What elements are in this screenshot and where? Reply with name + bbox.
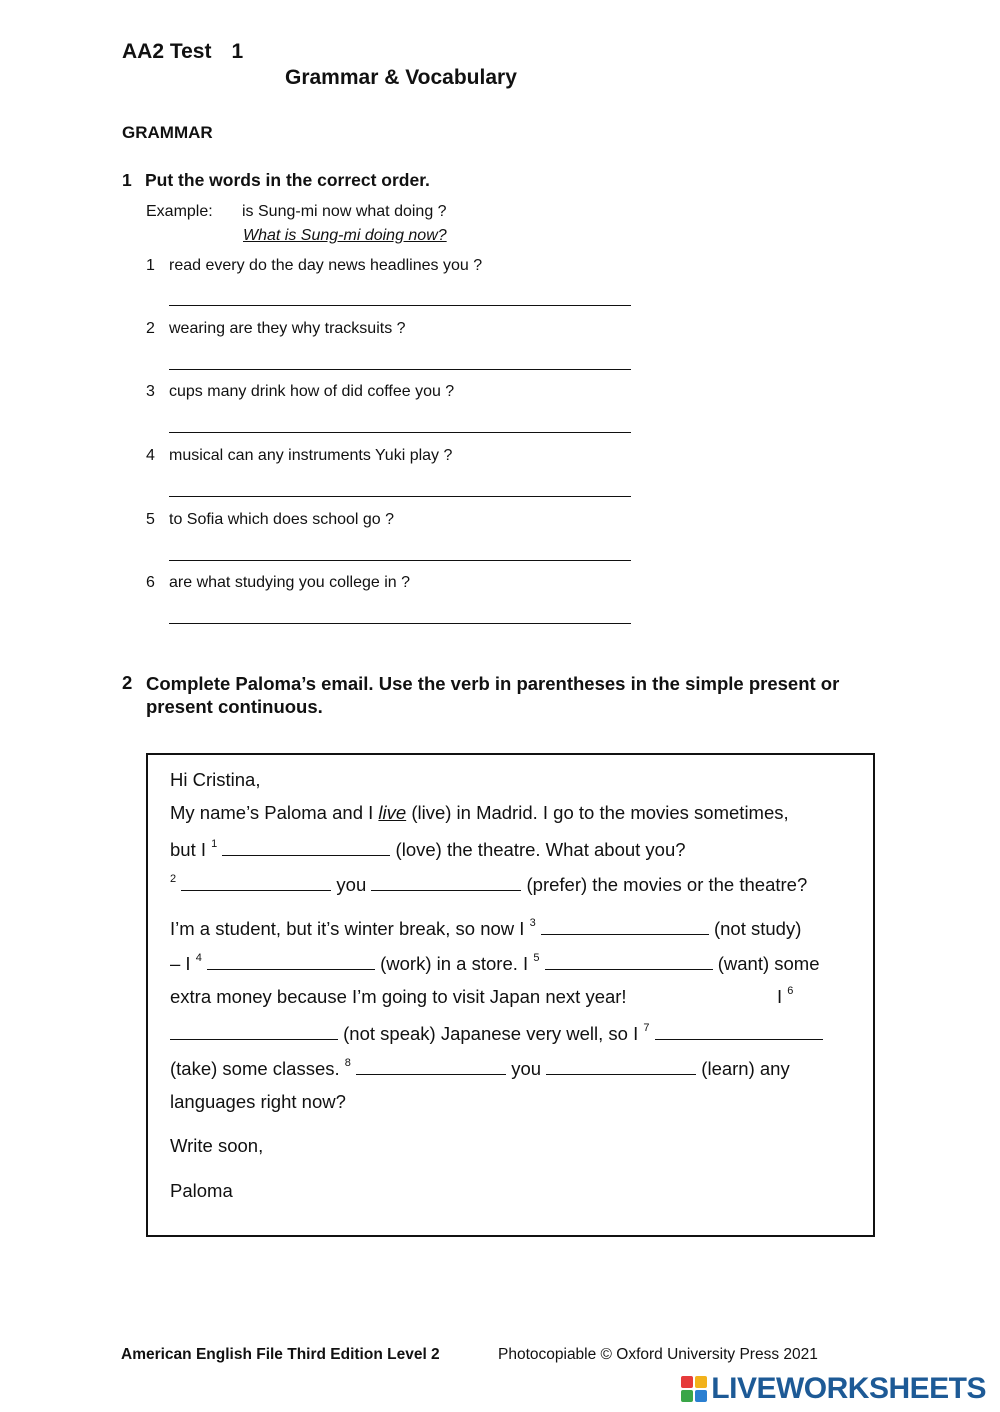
email-line-6: extra money because I’m going to visit Japan next year! (170, 986, 627, 1007)
email-line-1: My name’s Paloma and I live (live) in Madrid. I go to the movies sometimes, (170, 802, 789, 823)
answer-line-1[interactable] (169, 305, 631, 306)
gap-2b[interactable] (371, 872, 521, 891)
email-line-2: but I $^1$ (love) the theatre. What about you? (170, 837, 686, 860)
answer-line-4[interactable] (169, 496, 631, 497)
answer-line-3[interactable] (169, 432, 631, 433)
logo-blocks-icon (681, 1376, 707, 1402)
brand-name: LIVEWORKSHEETS (711, 1372, 986, 1405)
gap-8b[interactable] (546, 1056, 696, 1075)
gap-8a[interactable] (356, 1056, 506, 1075)
gap-1[interactable] (222, 837, 390, 856)
gap-5[interactable] (545, 951, 713, 970)
example-answer-live: live (378, 802, 407, 823)
list-item: 5 to Sofia which does school go ? (146, 511, 395, 528)
example-answer: What is Sung-mi doing now? (243, 227, 447, 244)
exercise-1-heading: 1 Put the words in the correct order. (122, 170, 430, 190)
list-item: 4 musical can any instruments Yuki play ? (146, 447, 453, 464)
gap-4[interactable] (207, 951, 375, 970)
page-subtitle: Grammar & Vocabulary (285, 66, 517, 89)
gap-2a[interactable] (181, 872, 331, 891)
email-line-8: (take) some classes. $^8$ you (learn) any (170, 1056, 790, 1079)
footer-copyright: Photocopiable © Oxford University Press 2021 (498, 1346, 818, 1363)
list-item: 6 are what studying you college in ? (146, 574, 411, 591)
email-greeting: Hi Cristina, (170, 769, 261, 790)
email-closing: Write soon, (170, 1135, 264, 1156)
email-line-6-right: I $^6$ (777, 984, 794, 1007)
answer-line-6[interactable] (169, 623, 631, 624)
footer-book-title: American English File Third Edition Level 2 (121, 1346, 440, 1363)
email-line-3: $^2$ you (prefer) the movies or the theatre? (170, 872, 808, 895)
email-signature: Paloma (170, 1180, 233, 1201)
test-title: AA2 Test 1 (122, 40, 244, 63)
gap-7[interactable] (655, 1021, 823, 1040)
list-item: 1 read every do the day news headlines you ? (146, 257, 483, 274)
gap-3[interactable] (541, 916, 709, 935)
email-line-5: – I $^4$ (work) in a store. I $^5$ (want) some (170, 951, 820, 974)
answer-line-5[interactable] (169, 560, 631, 561)
email-line-9: languages right now? (170, 1091, 346, 1112)
liveworksheets-logo[interactable] (681, 1372, 986, 1406)
answer-line-2[interactable] (169, 369, 631, 370)
email-box (146, 753, 875, 1237)
example-row: Example: is Sung-mi now what doing ? (146, 203, 447, 220)
list-item: 2 wearing are they why tracksuits ? (146, 320, 406, 337)
exercise-2-number: 2 (122, 672, 133, 693)
section-heading: GRAMMAR (122, 123, 213, 142)
exercise-2-heading: Complete Paloma’s email. Use the verb in parentheses in the simple present or present continuous. (146, 673, 840, 717)
list-item: 3 cups many drink how of did coffee you ? (146, 383, 455, 400)
gap-6[interactable] (170, 1021, 338, 1040)
email-line-7: (not speak) Japanese very well, so I $^7$ (170, 1021, 823, 1045)
email-line-4: I’m a student, but it’s winter break, so now I $^3$ (not study) (170, 916, 802, 939)
